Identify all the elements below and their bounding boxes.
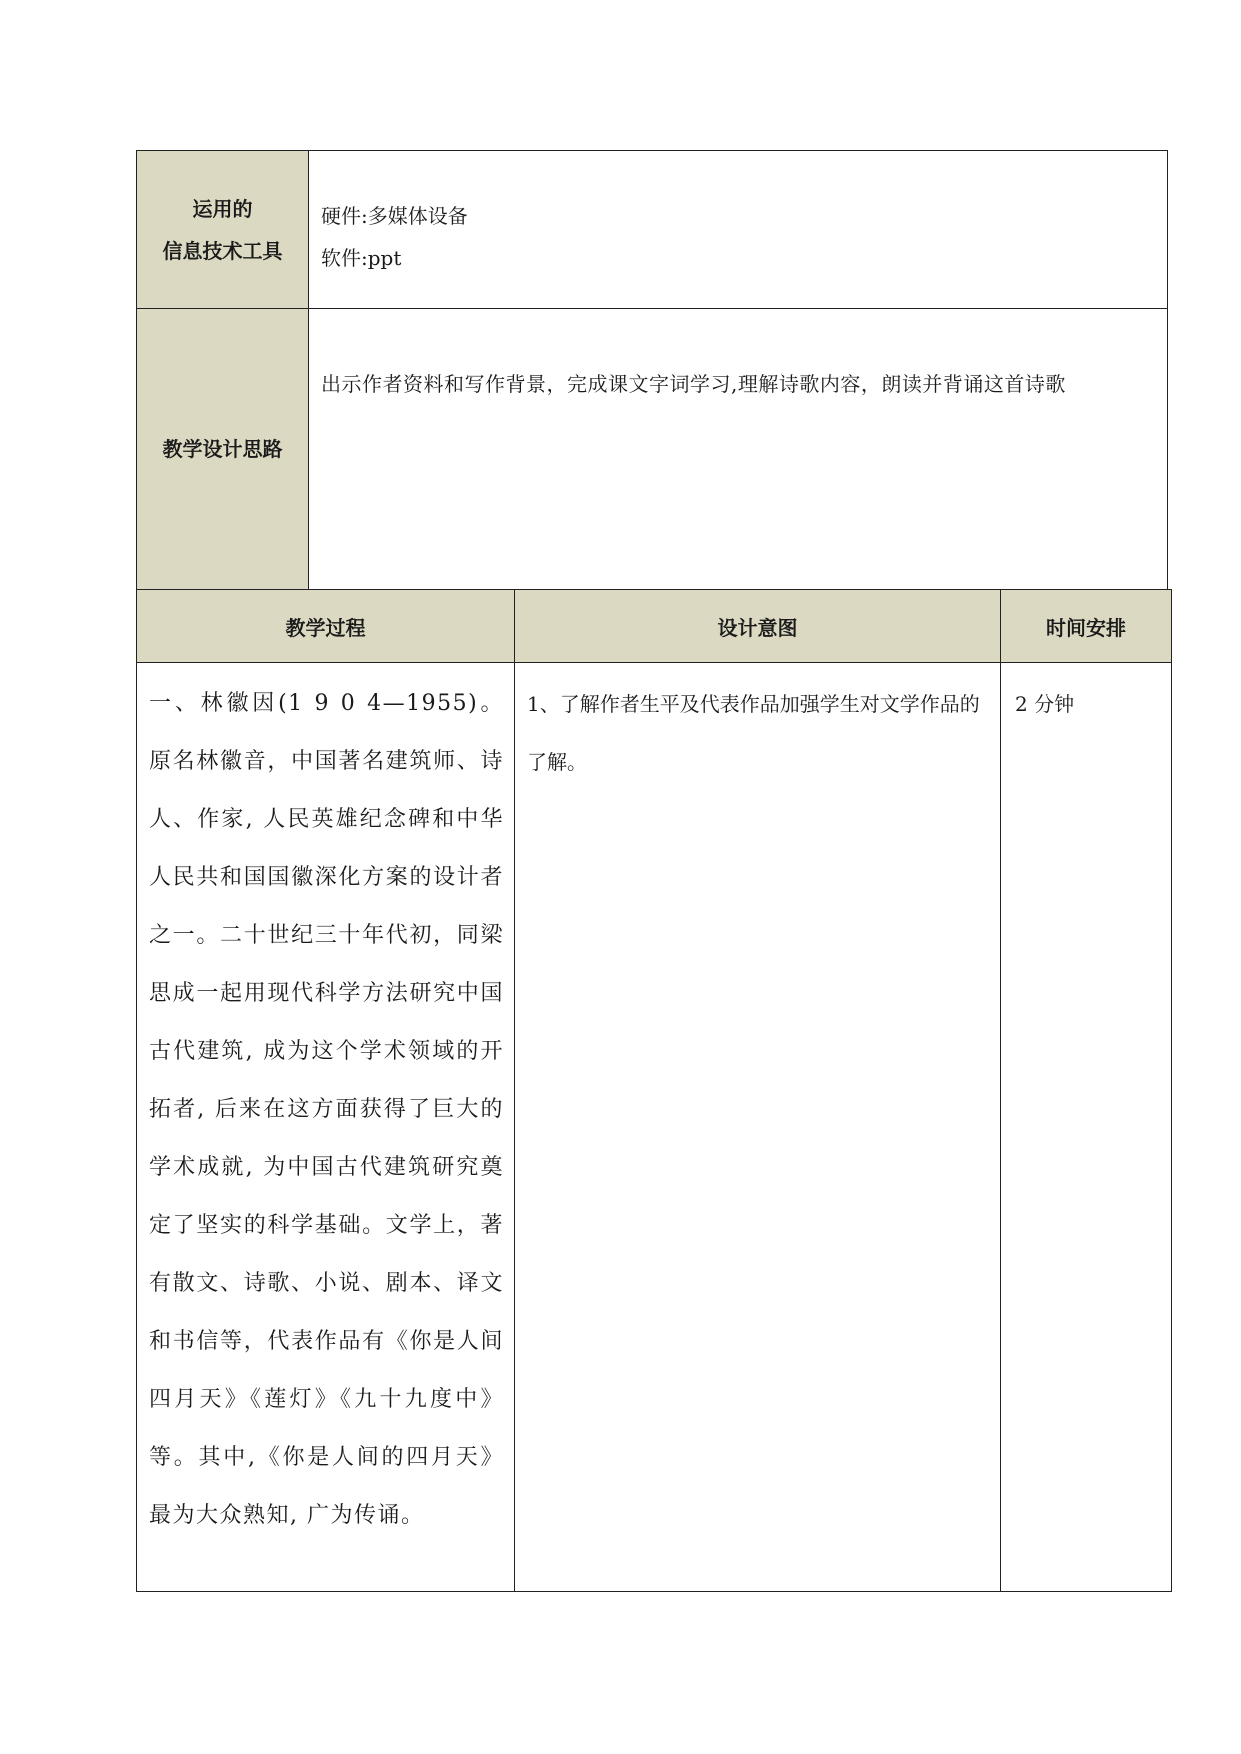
time-cell bbox=[1001, 663, 1172, 1592]
tools-label-cell bbox=[137, 151, 309, 309]
tools-content-cell bbox=[309, 151, 1168, 309]
process-cell bbox=[137, 663, 515, 1592]
header-time: 时间安排 bbox=[1001, 590, 1172, 663]
design-label: 教学设计思路 bbox=[162, 437, 283, 461]
hardware-text: 硬件:多媒体设备 bbox=[321, 204, 468, 228]
process-text: 一、林徽因(1 9 0 4—1955)。原名林徽音，中国著名建筑师、诗人、作家, 人民英雄纪念碑和中华人民共和国国徽深化方案的设计者之一。二十世纪三十年代初，同梁思成一起用现代科学方法研究中国古代建筑, 成为这个学术领域的开拓者, 后来在这方面获得了巨大的学术成就, 为中国古代建筑研究奠定了坚实的科学基础。文学上，著有散文、诗歌、小说、剧本、译文和书信等，代表作品有《你是人间四月天》《莲灯》《九十九度中》等。其中,《你是人间的四月天》最为大众熟知, 广为传诵。 bbox=[149, 691, 504, 1528]
software-text: 软件:ppt bbox=[321, 246, 402, 270]
time-text: 2 分钟 bbox=[1015, 692, 1075, 716]
header-intent: 设计意图 bbox=[515, 590, 1001, 663]
design-row bbox=[137, 309, 1168, 590]
intent-text: 1、了解作者生平及代表作品加强学生对文学作品的了解。 bbox=[527, 692, 980, 774]
process-table bbox=[136, 589, 1172, 1592]
design-label-cell bbox=[137, 309, 309, 590]
header-process: 教学过程 bbox=[137, 590, 515, 663]
info-table bbox=[136, 150, 1168, 590]
tools-row bbox=[137, 151, 1168, 309]
design-content-cell bbox=[309, 309, 1168, 590]
tools-label-line1: 运用的 bbox=[192, 196, 253, 221]
process-header-row bbox=[137, 590, 1172, 663]
design-content-text: 出示作者资料和写作背景，完成课文字词学习,理解诗歌内容，朗读并背诵这首诗歌 bbox=[321, 372, 1066, 396]
process-row bbox=[137, 663, 1172, 1592]
tools-label-line2: 信息技术工具 bbox=[162, 238, 283, 263]
intent-cell bbox=[515, 663, 1001, 1592]
